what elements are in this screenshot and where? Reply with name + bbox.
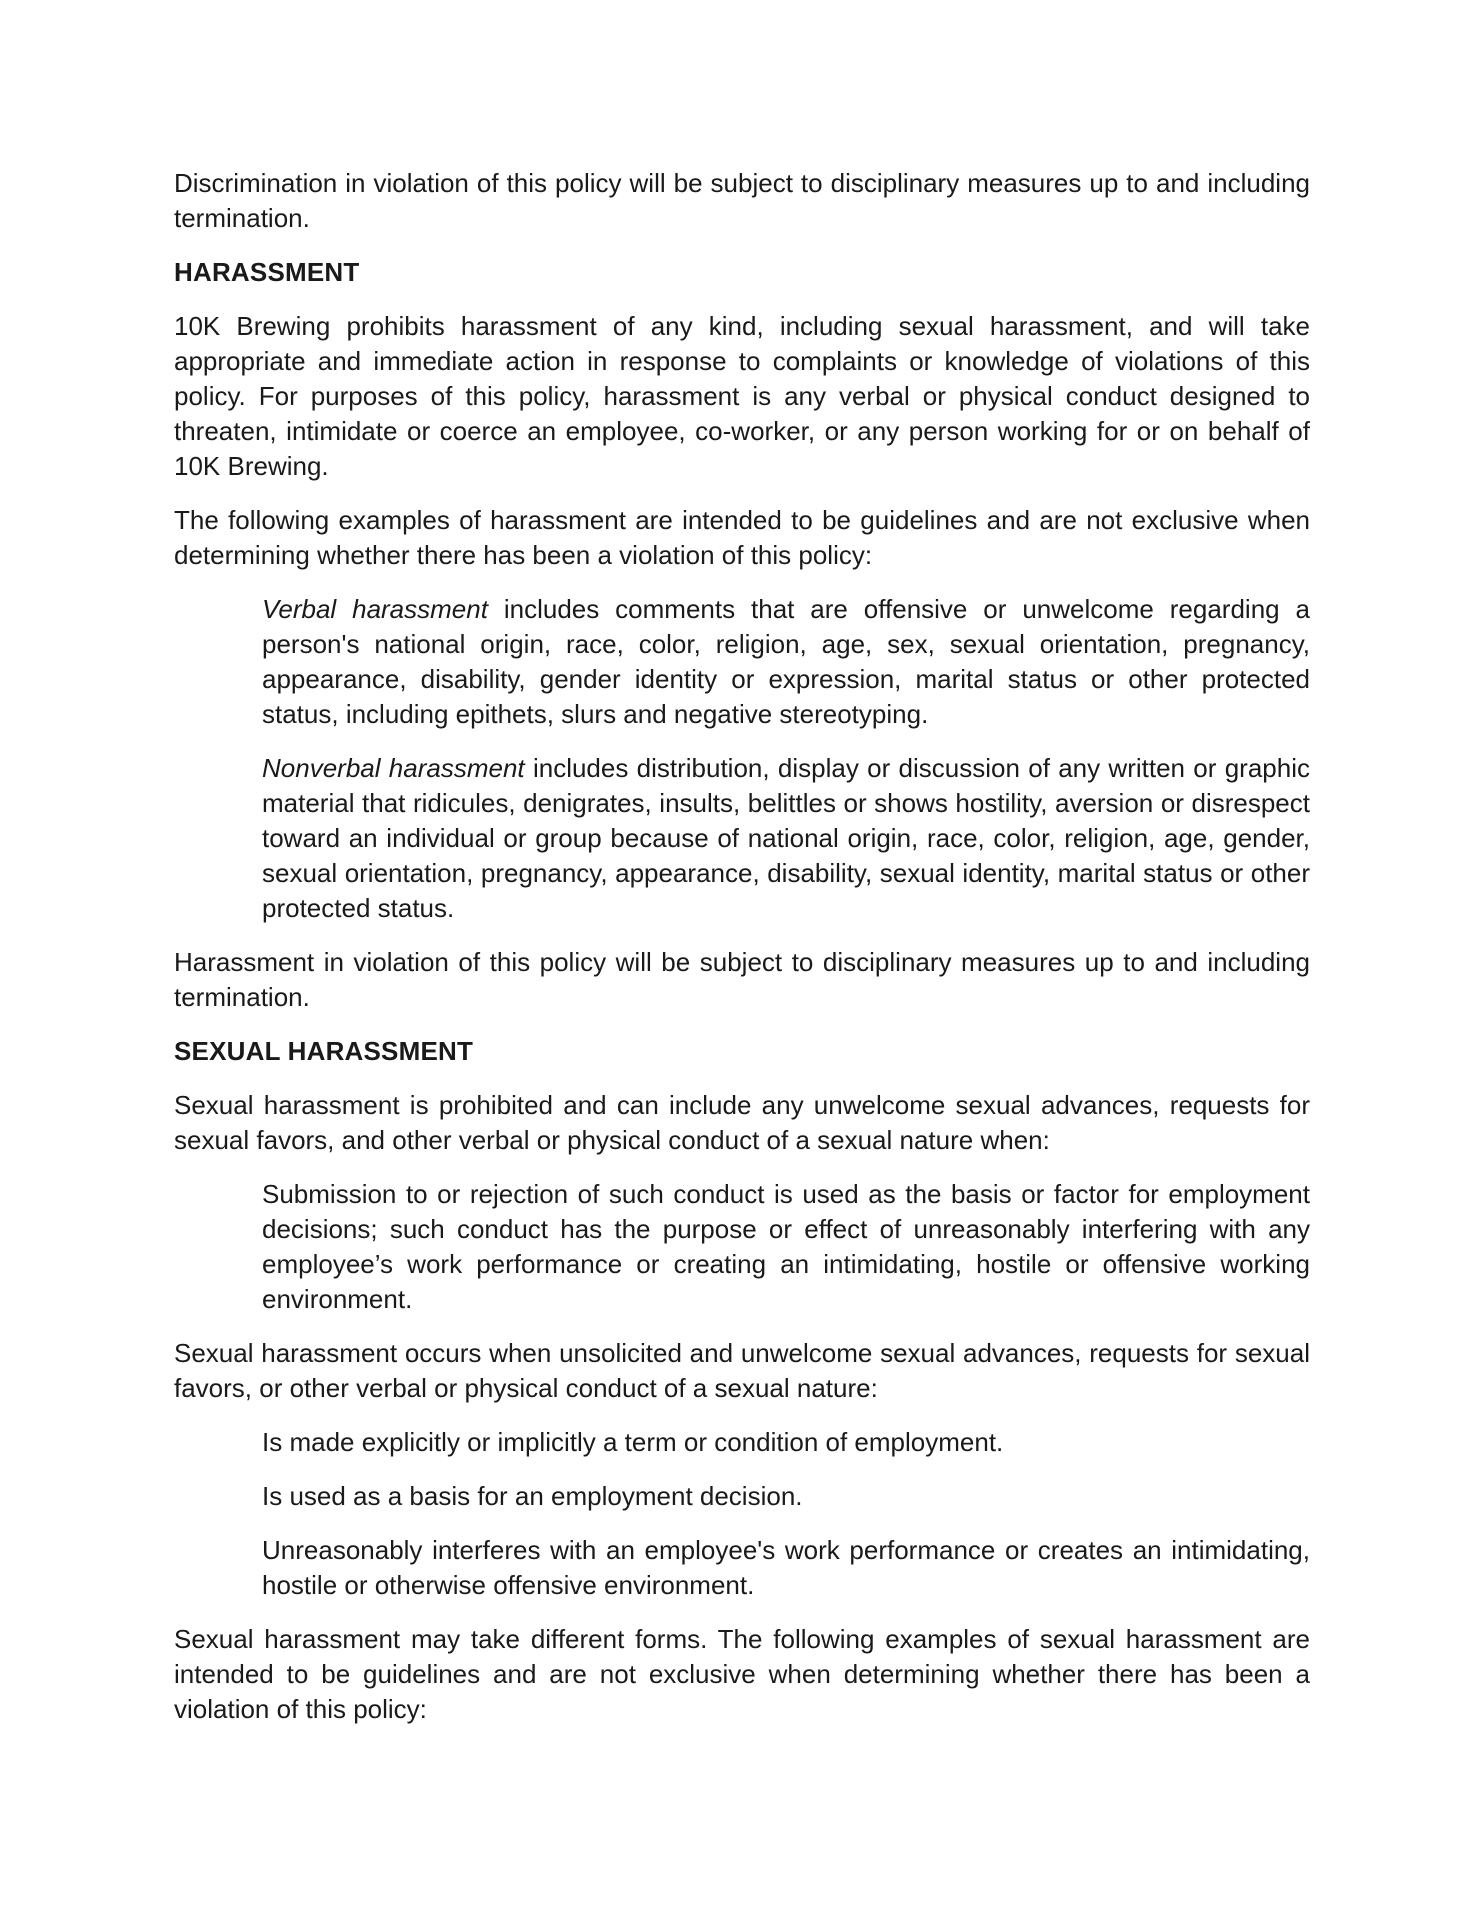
nonverbal-harassment-paragraph bbox=[262, 751, 1310, 926]
section-heading-harassment: HARASSMENT bbox=[174, 257, 360, 287]
harassment-closing-paragraph: Harassment in violation of this policy will be subject to disciplinary measures up to and including termination. bbox=[174, 947, 1310, 1012]
verbal-harassment-term: Verbal harassment bbox=[262, 594, 488, 624]
nonverbal-harassment-term: Nonverbal harassment bbox=[262, 753, 525, 783]
condition-item-work-interference: Unreasonably interferes with an employee's work performance or creates an intimidating, hostile or otherwise offensive environment. bbox=[262, 1535, 1310, 1600]
sexual-harassment-definition: Sexual harassment is prohibited and can include any unwelcome sexual advances, requests for sexual favors, and other verbal or physical conduct of a sexual nature when: bbox=[174, 1090, 1310, 1155]
sexual-harassment-condition: Submission to or rejection of such conduct is used as the basis or factor for employment decisions; such conduct has the purpose or effect of unreasonably interfering with any employee’s work performance or creating an intimidating, hostile or offensive working environment. bbox=[262, 1179, 1310, 1314]
nonverbal-harassment-text: includes distribution, display or discussion of any written or graphic material that ridicules, denigrates, insults, belittles or shows hostility, aversion or disrespect toward an individual or group because of national origin, race, color, religion, age, gender, sexual orientation, pregnancy, appearance, disability, sexual identity, marital status or other protected status. bbox=[262, 753, 1310, 923]
discrimination-closing-paragraph: Discrimination in violation of this policy will be subject to disciplinary measures up to and including termination. bbox=[174, 168, 1310, 233]
section-heading-sexual-harassment: SEXUAL HARASSMENT bbox=[174, 1036, 474, 1066]
sexual-harassment-forms-paragraph: Sexual harassment may take different forms. The following examples of sexual harassment are intended to be guidelines and are not exclusive when determining whether there has been a violation of this policy: bbox=[174, 1624, 1310, 1724]
verbal-harassment-paragraph bbox=[262, 592, 1310, 732]
verbal-harassment-text: includes comments that are offensive or unwelcome regarding a person's national origin, race, color, religion, age, sex, sexual orientation, pregnancy, appearance, disability, gender identity or expression, marital status or other protected status, including epithets, slurs and negative stereotyping. bbox=[262, 594, 1310, 729]
harassment-examples-intro: The following examples of harassment are intended to be guidelines and are not exclusive when determining whether there has been a violation of this policy: bbox=[174, 505, 1310, 570]
condition-item-employment-decision: Is used as a basis for an employment decision. bbox=[262, 1481, 803, 1511]
sexual-harassment-occurs-paragraph: Sexual harassment occurs when unsolicited and unwelcome sexual advances, requests for sexual favors, or other verbal or physical conduct of a sexual nature: bbox=[174, 1338, 1310, 1403]
document-page bbox=[174, 166, 1310, 1746]
condition-item-term-of-employment: Is made explicitly or implicitly a term or condition of employment. bbox=[262, 1427, 1004, 1457]
harassment-policy-paragraph: 10K Brewing prohibits harassment of any kind, including sexual harassment, and will take appropriate and immediate action in response to complaints or knowledge of violations of this policy. For purposes of this policy, harassment is any verbal or physical conduct designed to threaten, intimidate or coerce an employee, co-worker, or any person working for or on behalf of 10K Brewing. bbox=[174, 311, 1310, 481]
